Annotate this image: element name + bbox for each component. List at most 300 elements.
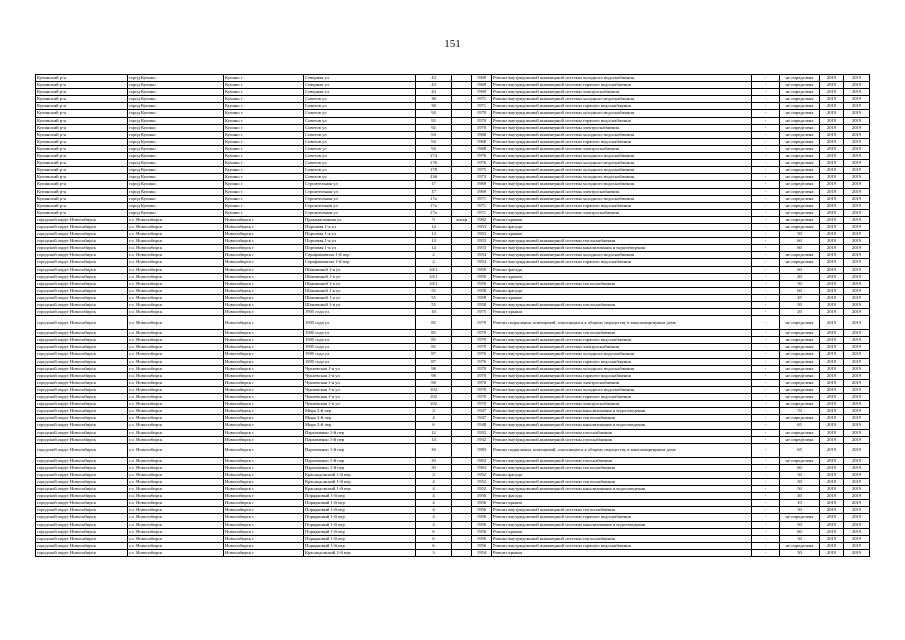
year-built-cell: 1969 <box>472 89 492 96</box>
plan-year-to-cell: 2019 <box>844 145 870 152</box>
municipality-cell: город Купино <box>128 89 224 96</box>
municipality-cell: г.о. Новосибирск <box>128 294 224 301</box>
district-cell: городской округ Новосибирск <box>36 337 128 344</box>
work-type-cell: Ремонт внутридомовой инженерной системы горячего водоснабжения <box>492 82 752 89</box>
plan-year-from-cell: 2019 <box>820 549 844 556</box>
settlement-cell: Новосибирск г <box>224 266 304 273</box>
work-type-cell: Ремонт внутридомовой инженерной системы теплоснабжения <box>492 478 752 485</box>
cost-cell: - <box>752 188 780 195</box>
municipality-cell: г.о. Новосибирск <box>128 394 224 401</box>
plan-year-to-cell: 2019 <box>844 351 870 358</box>
wear-percent-cell: не определена <box>780 131 820 138</box>
settlement-cell: Новосибирск г <box>224 478 304 485</box>
district-cell: Купинский р-н <box>36 145 128 152</box>
table-row <box>36 372 870 379</box>
work-type-cell: Ремонт внутридомовой инженерной системы горячего водоснабжения <box>492 117 752 124</box>
plan-year-to-cell: 2019 <box>844 386 870 393</box>
settlement-cell: Новосибирск г <box>224 514 304 521</box>
cost-cell: - <box>752 379 780 386</box>
street-cell: Пархоменко 1-й пер <box>304 457 416 464</box>
house-number-cell: 98 <box>416 365 452 372</box>
plan-year-from-cell: 2019 <box>820 195 844 202</box>
house-number-cell: 85 <box>416 330 452 337</box>
municipality-cell: г.о. Новосибирск <box>128 401 224 408</box>
municipality-cell: г.о. Новосибирск <box>128 507 224 514</box>
district-cell: городской округ Новосибирск <box>36 429 128 436</box>
municipality-cell: г.о. Новосибирск <box>128 372 224 379</box>
year-built-cell: 1976 <box>472 351 492 358</box>
table-row <box>36 528 870 535</box>
work-type-cell: Ремонт внутридомовой инженерной системы электроснабжения <box>492 124 752 131</box>
work-type-cell: Ремонт фасада <box>492 471 752 478</box>
wear-percent-cell: не определена <box>780 75 820 82</box>
work-type-cell: Ремонт крыши <box>492 273 752 280</box>
street-cell: Промышленная ул <box>304 216 416 223</box>
building-cell: литер <box>452 216 472 223</box>
settlement-cell: Новосибирск г <box>224 486 304 493</box>
street-cell: Порядковый 1-й пер <box>304 514 416 521</box>
municipality-cell: город Купино <box>128 96 224 103</box>
plan-year-from-cell: 2019 <box>820 514 844 521</box>
street-cell: Серафимовича 1-й пер <box>304 252 416 259</box>
plan-year-from-cell: 2019 <box>820 386 844 393</box>
municipality-cell: г.о. Новосибирск <box>128 408 224 415</box>
year-built-cell: 1968 <box>472 138 492 145</box>
plan-year-from-cell: 2019 <box>820 309 844 316</box>
table-row <box>36 415 870 422</box>
plan-year-to-cell: 2019 <box>844 75 870 82</box>
table-row <box>36 287 870 294</box>
plan-year-from-cell: 2019 <box>820 245 844 252</box>
settlement-cell: Новосибирск г <box>224 287 304 294</box>
cost-cell: - <box>752 138 780 145</box>
wear-percent-cell: 40 <box>780 493 820 500</box>
street-cell: Шамшиной 1-я ул <box>304 266 416 273</box>
wear-percent-cell: 20 <box>780 309 820 316</box>
cost-cell: - <box>752 131 780 138</box>
plan-year-to-cell: 2019 <box>844 408 870 415</box>
year-built-cell: 1959 <box>472 273 492 280</box>
year-built-cell: 1970 <box>472 124 492 131</box>
street-cell: Портовая 1-я ул <box>304 231 416 238</box>
street-cell: Советов ул <box>304 145 416 152</box>
settlement-cell: Новосибирск г <box>224 521 304 528</box>
plan-year-from-cell: 2019 <box>820 209 844 216</box>
work-type-cell: Ремонт внутридомовой инженерной системы электроснабжения <box>492 188 752 195</box>
settlement-cell: Новосибирск г <box>224 401 304 408</box>
building-cell <box>452 273 472 280</box>
table-row <box>36 209 870 216</box>
cost-cell: - <box>752 238 780 245</box>
plan-year-to-cell: 2019 <box>844 394 870 401</box>
work-type-cell: Ремонт внутридомовой инженерной системы теплоснабжения <box>492 302 752 309</box>
municipality-cell: г.о. Новосибирск <box>128 521 224 528</box>
house-number-cell: 12 <box>416 429 452 436</box>
work-type-cell: Ремонт внутридомовой инженерной системы теплоснабжения <box>492 330 752 337</box>
work-type-cell: Ремонт внутридомовой инженерной системы горячего водоснабжения <box>492 372 752 379</box>
municipality-cell: город Купино <box>128 188 224 195</box>
year-built-cell: 1975 <box>472 167 492 174</box>
building-cell <box>452 344 472 351</box>
street-cell: Строительная ул <box>304 209 416 216</box>
cost-cell: - <box>752 408 780 415</box>
work-type-cell: Ремонт фасада <box>492 223 752 230</box>
work-type-cell: Ремонт внутридомовой инженерной системы газоснабжения <box>492 429 752 436</box>
plan-year-to-cell: 2019 <box>844 167 870 174</box>
settlement-cell: Новосибирск г <box>224 443 304 457</box>
settlement-cell: Новосибирск г <box>224 408 304 415</box>
street-cell: Порядковый 1-й пер <box>304 542 416 549</box>
cost-cell: - <box>752 436 780 443</box>
year-built-cell: 1954 <box>472 549 492 556</box>
district-cell: городской округ Новосибирск <box>36 344 128 351</box>
wear-percent-cell: не определена <box>780 436 820 443</box>
work-type-cell: Ремонт подвальных помещений, относящихся к общему имуществу в многоквартирном доме <box>492 316 752 330</box>
plan-year-from-cell: 2019 <box>820 294 844 301</box>
plan-year-from-cell: 2019 <box>820 287 844 294</box>
settlement-cell: Новосибирск г <box>224 309 304 316</box>
district-cell: городской округ Новосибирск <box>36 330 128 337</box>
municipality-cell: г.о. Новосибирск <box>128 471 224 478</box>
work-type-cell: Ремонт внутридомовой инженерной системы холодного водоснабжения <box>492 174 752 181</box>
year-built-cell: 1932 <box>472 436 492 443</box>
district-cell: городской округ Новосибирск <box>36 415 128 422</box>
cost-cell: - <box>752 372 780 379</box>
plan-year-from-cell: 2019 <box>820 415 844 422</box>
wear-percent-cell: 65 <box>780 443 820 457</box>
year-built-cell: 1970 <box>472 401 492 408</box>
street-cell: Краснодонский 2-й пер <box>304 549 416 556</box>
wear-percent-cell: не определена <box>780 415 820 422</box>
table-row <box>36 514 870 521</box>
district-cell: городской округ Новосибирск <box>36 528 128 535</box>
plan-year-to-cell: 2019 <box>844 259 870 266</box>
street-cell: Чукаевская 1-я ул <box>304 394 416 401</box>
building-cell <box>452 287 472 294</box>
street-cell: Советов ул <box>304 103 416 110</box>
table-row <box>36 344 870 351</box>
building-cell <box>452 145 472 152</box>
wear-percent-cell: не определена <box>780 82 820 89</box>
municipality-cell: г.о. Новосибирск <box>128 429 224 436</box>
wear-percent-cell: не определена <box>780 351 820 358</box>
cost-cell: - <box>752 365 780 372</box>
settlement-cell: Новосибирск г <box>224 316 304 330</box>
cost-cell: - <box>752 478 780 485</box>
table-row <box>36 153 870 160</box>
district-cell: городской округ Новосибирск <box>36 443 128 457</box>
district-cell: городской округ Новосибирск <box>36 259 128 266</box>
work-type-cell: Ремонт внутридомовой инженерной системы горячего водоснабжения <box>492 337 752 344</box>
table-row <box>36 542 870 549</box>
street-cell: Чукаевская 1-я ул <box>304 386 416 393</box>
district-cell: городской округ Новосибирск <box>36 316 128 330</box>
plan-year-from-cell: 2019 <box>820 131 844 138</box>
wear-percent-cell: не определена <box>780 330 820 337</box>
wear-percent-cell: не определена <box>780 124 820 131</box>
plan-year-to-cell: 2019 <box>844 471 870 478</box>
house-number-cell: 14 <box>416 231 452 238</box>
work-type-cell: Ремонт внутридомовой инженерной системы теплоснабжения <box>492 535 752 542</box>
settlement-cell: Купино г <box>224 153 304 160</box>
table-row <box>36 394 870 401</box>
street-cell: 1905 года ул <box>304 316 416 330</box>
municipality-cell: г.о. Новосибирск <box>128 302 224 309</box>
year-built-cell: 1970 <box>472 372 492 379</box>
plan-year-from-cell: 2019 <box>820 238 844 245</box>
building-cell <box>452 358 472 365</box>
settlement-cell: Новосибирск г <box>224 542 304 549</box>
street-cell: Краснодонский 1-й пер <box>304 471 416 478</box>
table-row <box>36 89 870 96</box>
municipality-cell: город Купино <box>128 153 224 160</box>
district-cell: городской округ Новосибирск <box>36 486 128 493</box>
cost-cell: - <box>752 542 780 549</box>
street-cell: Пархоменко 1-й пер <box>304 443 416 457</box>
plan-year-to-cell: 2019 <box>844 486 870 493</box>
plan-year-to-cell: 2019 <box>844 110 870 117</box>
year-built-cell: 1971 <box>472 209 492 216</box>
plan-year-to-cell: 2019 <box>844 231 870 238</box>
house-number-cell: 38 <box>416 103 452 110</box>
year-built-cell: 1953 <box>472 238 492 245</box>
table-row <box>36 337 870 344</box>
building-cell <box>452 443 472 457</box>
street-cell: Шамшиной 1-я ул <box>304 273 416 280</box>
plan-year-to-cell: 2019 <box>844 507 870 514</box>
wear-percent-cell: 50 <box>780 535 820 542</box>
plan-year-from-cell: 2019 <box>820 302 844 309</box>
work-type-cell: Ремонт крыши <box>492 309 752 316</box>
municipality-cell: г.о. Новосибирск <box>128 273 224 280</box>
building-cell <box>452 167 472 174</box>
year-built-cell: 1947 <box>472 415 492 422</box>
work-type-cell: Ремонт внутридомовой инженерной системы холодного водоснабжения <box>492 351 752 358</box>
plan-year-to-cell: 2019 <box>844 82 870 89</box>
settlement-cell: Новосибирск г <box>224 302 304 309</box>
work-type-cell: Ремонт внутридомовой инженерной системы горячего водоснабжения <box>492 394 752 401</box>
table-row <box>36 181 870 188</box>
table-row <box>36 75 870 82</box>
plan-year-from-cell: 2019 <box>820 486 844 493</box>
work-type-cell: Ремонт внутридомовой инженерной системы канализования и водоотведения <box>492 422 752 429</box>
year-built-cell: 1971 <box>472 202 492 209</box>
table-row <box>36 486 870 493</box>
street-cell: 1905 года ул <box>304 344 416 351</box>
plan-year-from-cell: 2019 <box>820 89 844 96</box>
plan-year-from-cell: 2019 <box>820 188 844 195</box>
plan-year-from-cell: 2019 <box>820 174 844 181</box>
work-type-cell: Ремонт внутридомовой инженерной системы теплоснабжения <box>492 507 752 514</box>
municipality-cell: г.о. Новосибирск <box>128 238 224 245</box>
building-cell <box>452 259 472 266</box>
table-row <box>36 188 870 195</box>
plan-year-to-cell: 2019 <box>844 542 870 549</box>
street-cell: Портовая 1-я ул <box>304 223 416 230</box>
plan-year-from-cell: 2019 <box>820 160 844 167</box>
year-built-cell: 1953 <box>472 223 492 230</box>
street-cell: Порядковый 1-й пер <box>304 535 416 542</box>
cost-cell: - <box>752 167 780 174</box>
plan-year-from-cell: 2019 <box>820 542 844 549</box>
house-number-cell: 43 <box>416 82 452 89</box>
year-built-cell: 1982 <box>472 216 492 223</box>
building-cell <box>452 542 472 549</box>
table-row <box>36 167 870 174</box>
cost-cell: - <box>752 89 780 96</box>
plan-year-to-cell: 2019 <box>844 379 870 386</box>
building-cell <box>452 436 472 443</box>
plan-year-to-cell: 2019 <box>844 309 870 316</box>
plan-year-to-cell: 2019 <box>844 330 870 337</box>
table-row <box>36 266 870 273</box>
settlement-cell: Новосибирск г <box>224 238 304 245</box>
street-cell: Северная ул <box>304 75 416 82</box>
house-number-cell: 4 <box>416 514 452 521</box>
district-cell: городской округ Новосибирск <box>36 507 128 514</box>
municipality-cell: город Купино <box>128 202 224 209</box>
table-body <box>36 75 870 557</box>
year-built-cell: 1947 <box>472 408 492 415</box>
building-cell <box>452 394 472 401</box>
cost-cell: - <box>752 266 780 273</box>
wear-percent-cell: 40 <box>780 273 820 280</box>
municipality-cell: г.о. Новосибирск <box>128 549 224 556</box>
plan-year-to-cell: 2019 <box>844 273 870 280</box>
wear-percent-cell: не определена <box>780 153 820 160</box>
cost-cell: - <box>752 117 780 124</box>
wear-percent-cell: 60 <box>780 528 820 535</box>
work-type-cell: Ремонт внутридомовой инженерной системы холодного водоснабжения <box>492 75 752 82</box>
settlement-cell: Купино г <box>224 167 304 174</box>
settlement-cell: Новосибирск г <box>224 528 304 535</box>
wear-percent-cell: не определена <box>780 401 820 408</box>
building-cell <box>452 401 472 408</box>
street-cell: Советов ул <box>304 174 416 181</box>
wear-percent-cell: не определена <box>780 514 820 521</box>
building-cell <box>452 124 472 131</box>
building-cell <box>452 160 472 167</box>
year-built-cell: 1959 <box>472 266 492 273</box>
work-type-cell: Ремонт внутридомовой инженерной системы газоснабжения <box>492 457 752 464</box>
wear-percent-cell: 50 <box>780 507 820 514</box>
house-number-cell: 98 <box>416 379 452 386</box>
house-number-cell: 10 <box>416 309 452 316</box>
table-row <box>36 195 870 202</box>
work-type-cell: Ремонт внутридомовой инженерной системы канализования и водоотведения <box>492 245 752 252</box>
cost-cell: - <box>752 287 780 294</box>
year-built-cell: 1971 <box>472 195 492 202</box>
municipality-cell: город Купино <box>128 160 224 167</box>
cost-cell: - <box>752 110 780 117</box>
plan-year-from-cell: 2019 <box>820 521 844 528</box>
work-type-cell: Ремонт внутридомовой инженерной системы холодного водоснабжения <box>492 96 752 103</box>
wear-percent-cell: не определена <box>780 195 820 202</box>
table-row <box>36 351 870 358</box>
settlement-cell: Новосибирск г <box>224 372 304 379</box>
municipality-cell: г.о. Новосибирск <box>128 223 224 230</box>
cost-cell: - <box>752 209 780 216</box>
work-type-cell: Ремонт внутридомовой инженерной системы холодного водоснабжения <box>492 167 752 174</box>
building-cell <box>452 110 472 117</box>
year-built-cell: 1956 <box>472 528 492 535</box>
settlement-cell: Новосибирск г <box>224 507 304 514</box>
street-cell: Портовая 1-я ул <box>304 245 416 252</box>
cost-cell: - <box>752 231 780 238</box>
street-cell: Советов ул <box>304 124 416 131</box>
building-cell <box>452 238 472 245</box>
table-row <box>36 464 870 471</box>
house-number-cell: 4 <box>416 408 452 415</box>
municipality-cell: г.о. Новосибирск <box>128 252 224 259</box>
district-cell: городской округ Новосибирск <box>36 493 128 500</box>
cost-cell: - <box>752 302 780 309</box>
plan-year-from-cell: 2019 <box>820 266 844 273</box>
work-type-cell: Ремонт внутридомовой инженерной системы холодного водоснабжения <box>492 365 752 372</box>
plan-year-from-cell: 2019 <box>820 273 844 280</box>
settlement-cell: Новосибирск г <box>224 294 304 301</box>
wear-percent-cell: не определена <box>780 316 820 330</box>
house-number-cell: 102 <box>416 401 452 408</box>
table-row <box>36 386 870 393</box>
district-cell: городской округ Новосибирск <box>36 422 128 429</box>
table-row <box>36 436 870 443</box>
building-cell <box>452 507 472 514</box>
street-cell: Мира 2-й пер <box>304 408 416 415</box>
table-row <box>36 493 870 500</box>
table-row <box>36 124 870 131</box>
building-cell <box>452 117 472 124</box>
building-cell <box>452 330 472 337</box>
district-cell: Купинский р-н <box>36 160 128 167</box>
street-cell: Шамшиной 1-я ул <box>304 294 416 301</box>
wear-percent-cell: не определена <box>780 167 820 174</box>
house-number-cell: 4 <box>416 500 452 507</box>
street-cell: Порядковый 1-й пер <box>304 507 416 514</box>
wear-percent-cell: не определена <box>780 103 820 110</box>
plan-year-to-cell: 2019 <box>844 358 870 365</box>
wear-percent-cell: 50 <box>780 478 820 485</box>
house-number-cell: 94 <box>416 131 452 138</box>
street-cell: Порядковый 1-й пер <box>304 493 416 500</box>
wear-percent-cell: не определена <box>780 337 820 344</box>
district-cell: Купинский р-н <box>36 188 128 195</box>
building-cell <box>452 372 472 379</box>
district-cell: городской округ Новосибирск <box>36 436 128 443</box>
district-cell: Купинский р-н <box>36 103 128 110</box>
plan-year-from-cell: 2019 <box>820 181 844 188</box>
plan-year-from-cell: 2019 <box>820 365 844 372</box>
house-number-cell: 30 <box>416 457 452 464</box>
cost-cell: - <box>752 358 780 365</box>
house-number-cell: 17 <box>416 181 452 188</box>
street-cell: Советов ул <box>304 96 416 103</box>
district-cell: городской округ Новосибирск <box>36 294 128 301</box>
year-built-cell: 1973 <box>472 174 492 181</box>
plan-year-to-cell: 2019 <box>844 337 870 344</box>
wear-percent-cell: 45 <box>780 294 820 301</box>
wear-percent-cell: не определена <box>780 394 820 401</box>
house-number-cell: 4 <box>416 521 452 528</box>
house-number-cell: 43/1 <box>416 273 452 280</box>
wear-percent-cell: не определена <box>780 202 820 209</box>
settlement-cell: Купино г <box>224 82 304 89</box>
building-cell <box>452 422 472 429</box>
plan-year-to-cell: 2019 <box>844 521 870 528</box>
plan-year-to-cell: 2019 <box>844 266 870 273</box>
house-number-cell: 17а <box>416 209 452 216</box>
settlement-cell: Новосибирск г <box>224 422 304 429</box>
